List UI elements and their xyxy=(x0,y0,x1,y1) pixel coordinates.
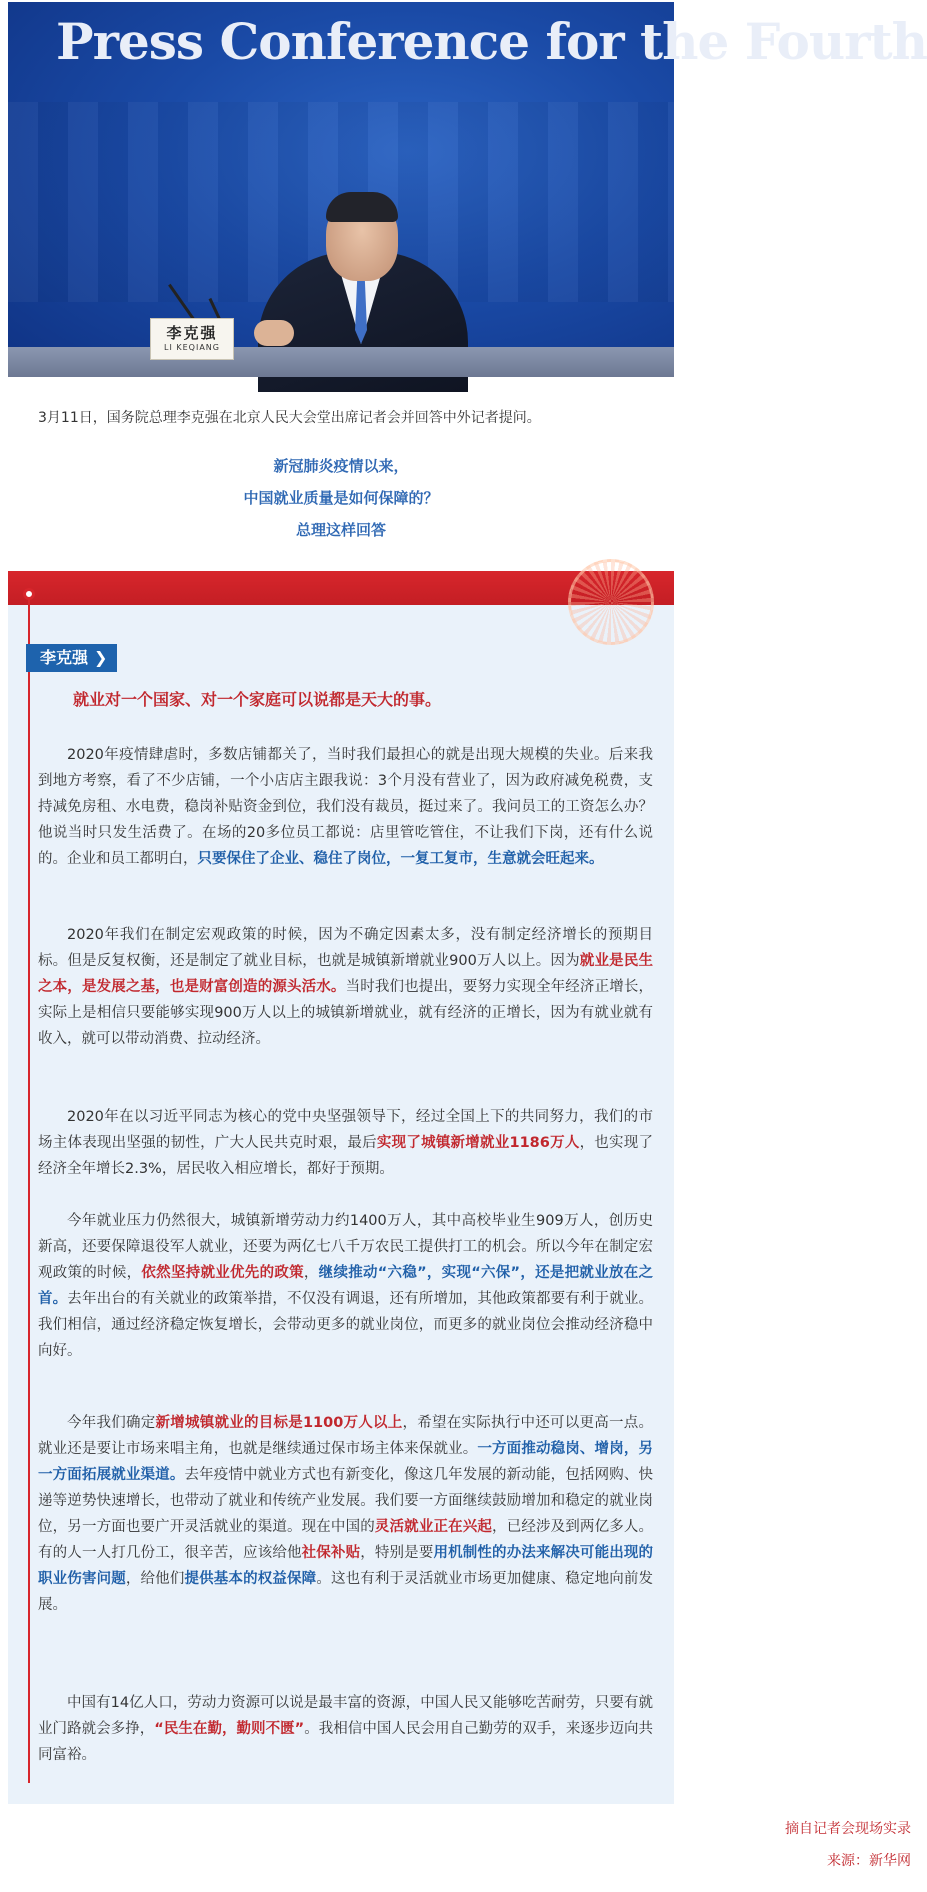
excerpt-note: 摘自记者会现场实录 xyxy=(785,1821,911,1837)
text-run: ，也实现了经济全年增长2.3%，居民收入相应增长，都好于预期。 xyxy=(38,1135,653,1177)
headline-line-3: 总理这样回答 xyxy=(295,521,386,539)
highlight-blue: 提供基本的权益保障 xyxy=(184,1571,317,1587)
text-run: 2020年疫情肆虐时，多数店铺都关了，当时我们最担心的就是出现大规模的失业。后来我到地方考察，看了不少店铺，一个小店店主跟我说：3个月没有营业了，因为政府减免税费，支持减免房租、水电费，稳岗补贴资金到位，我们没有裁员，挺过来了。我问员工的工资怎么办？他说当时只发生活费了。在场的20多位员工都说：店里管吃管住，不让我们下岗，还有什么说的。企业和员工都明白， xyxy=(38,747,653,867)
highlight-blue: 继续推动“六稳”，实现“六保”，还是把就业放在之首。 xyxy=(38,1265,654,1307)
text-run: 2020年在以习近平同志为核心的党中央坚强领导下，经过全国上下的共同努力，我们的市场主体表现出坚强的韧性，广大人民共克时艰，最后 xyxy=(38,1109,653,1151)
text-run: 今年我们确定 xyxy=(67,1415,156,1431)
highlight-blue: 一方面推动稳岗、增岗，另一方面拓展就业渠道。 xyxy=(38,1441,653,1483)
nameplate-chinese: 李克强 xyxy=(166,324,218,342)
speaker-tag xyxy=(26,644,117,672)
banner-title: Press Conference for the Fourth xyxy=(56,12,927,71)
highlight-red: “民生在勤，勤则不匮” xyxy=(154,1721,305,1737)
text-run: 今年就业压力仍然很大，城镇新增劳动力约1400万人，其中高校毕业生909万人，创历史新高，还要保障退役军人就业，还要为两亿七八千万农民工提供打工的机会。所以今年在制定宏观政策的时候， xyxy=(38,1213,653,1281)
lead-quote: 就业对一个国家、对一个家庭可以说都是天大的事。 xyxy=(73,690,442,709)
nameplate xyxy=(150,318,234,360)
text-run: 。我相信中国人民会用自己勤劳的双手，来逐步迈向共同富裕。 xyxy=(38,1721,654,1763)
speaker-name: 李克强 xyxy=(40,648,89,667)
text-run: ， xyxy=(303,1265,319,1281)
paragraph-4 xyxy=(38,1208,653,1364)
text-run: 。这也有利于灵活就业市场更加健康、稳定地向前发展。 xyxy=(38,1571,654,1613)
highlight-red: 新增城镇就业的目标是1100万人以上 xyxy=(155,1415,403,1431)
text-run: ，给他们 xyxy=(125,1571,185,1587)
text-run: 2020年我们在制定宏观政策的时候，因为不确定因素太多，没有制定经济增长的预期目标。但是反复权衡，还是制定了就业目标，也就是城镇新增就业900万人以上。因为 xyxy=(38,927,653,969)
text-run: ，已经涉及到两亿多人。有的人一人打几份工，很辛苦，应该给他 xyxy=(38,1519,654,1561)
highlight-blue: 只要保住了企业、稳住了岗位，一复工复市，生意就会旺起来。 xyxy=(197,851,604,867)
quote-panel xyxy=(8,571,674,1804)
highlight-red: 社保补贴 xyxy=(301,1545,361,1561)
photo-caption: 3月11日，国务院总理李克强在北京人民大会堂出席记者会并回答中外记者提问。 xyxy=(38,410,541,426)
paragraph-2 xyxy=(38,922,653,1052)
highlight-red: 依然坚持就业优先的政策 xyxy=(141,1265,304,1281)
speaker-hand xyxy=(254,320,294,346)
text-run: 去年疫情中就业方式也有新变化，像这几年发展的新动能，包括网购、快递等逆势快速增长，也带动了就业和传统产业发展。我们要一方面继续鼓励增加和稳定的就业岗位，另一方面也要广开灵活就业的渠道。现在中国的 xyxy=(38,1467,654,1535)
highlight-red: 就业是民生之本，是发展之基，也是财富创造的源头活水。 xyxy=(38,953,653,995)
highlight-blue: 用机制性的办法来解决可能出现的职业伤害问题 xyxy=(38,1545,654,1587)
speaker-hair xyxy=(326,192,398,222)
timeline-line xyxy=(28,593,30,1783)
paragraph-5 xyxy=(38,1410,653,1618)
text-run: 中国有14亿人口，劳动力资源可以说是最丰富的资源，中国人民又能够吃苦耐劳，只要有就业门路就会多挣， xyxy=(38,1695,653,1737)
paragraph-3 xyxy=(38,1104,653,1182)
text-run: ，希望在实际执行中还可以更高一点。就业还是要让市场来唱主角，也就是继续通过保市场主体来保就业。 xyxy=(38,1415,653,1457)
emblem-icon xyxy=(564,559,652,617)
highlight-red: 灵活就业正在兴起 xyxy=(374,1519,493,1535)
paragraph-1 xyxy=(38,742,653,872)
source-note: 来源：新华网 xyxy=(827,1853,911,1869)
highlight-red: 实现了城镇新增就业1186万人 xyxy=(376,1135,580,1151)
press-conference-photo xyxy=(8,2,927,375)
nameplate-english: LI KEQIANG xyxy=(164,343,220,352)
text-run: 去年出台的有关就业的政策举措，不仅没有调退，还有所增加，其他政策都要有利于就业。我们相信，通过经济稳定恢复增长，会带动更多的就业岗位，而更多的就业岗位会推动经济稳中向好。 xyxy=(38,1291,654,1359)
text-run: ，特别是要 xyxy=(360,1545,434,1561)
desk xyxy=(8,347,674,377)
chevron-right-icon: ❯ xyxy=(94,648,108,667)
headline-line-2: 中国就业质量是如何保障的？ xyxy=(243,489,439,507)
text-run: 当时我们也提出，要努力实现全年经济正增长，实际上是相信只要能够实现900万人以上的城镇新增就业，就有经济的正增长，因为有就业就有收入，就可以带动消费、拉动经济。 xyxy=(38,979,654,1047)
paragraph-6 xyxy=(38,1690,653,1768)
headline-line-1: 新冠肺炎疫情以来， xyxy=(273,457,409,475)
timeline-dot-icon xyxy=(23,588,35,600)
